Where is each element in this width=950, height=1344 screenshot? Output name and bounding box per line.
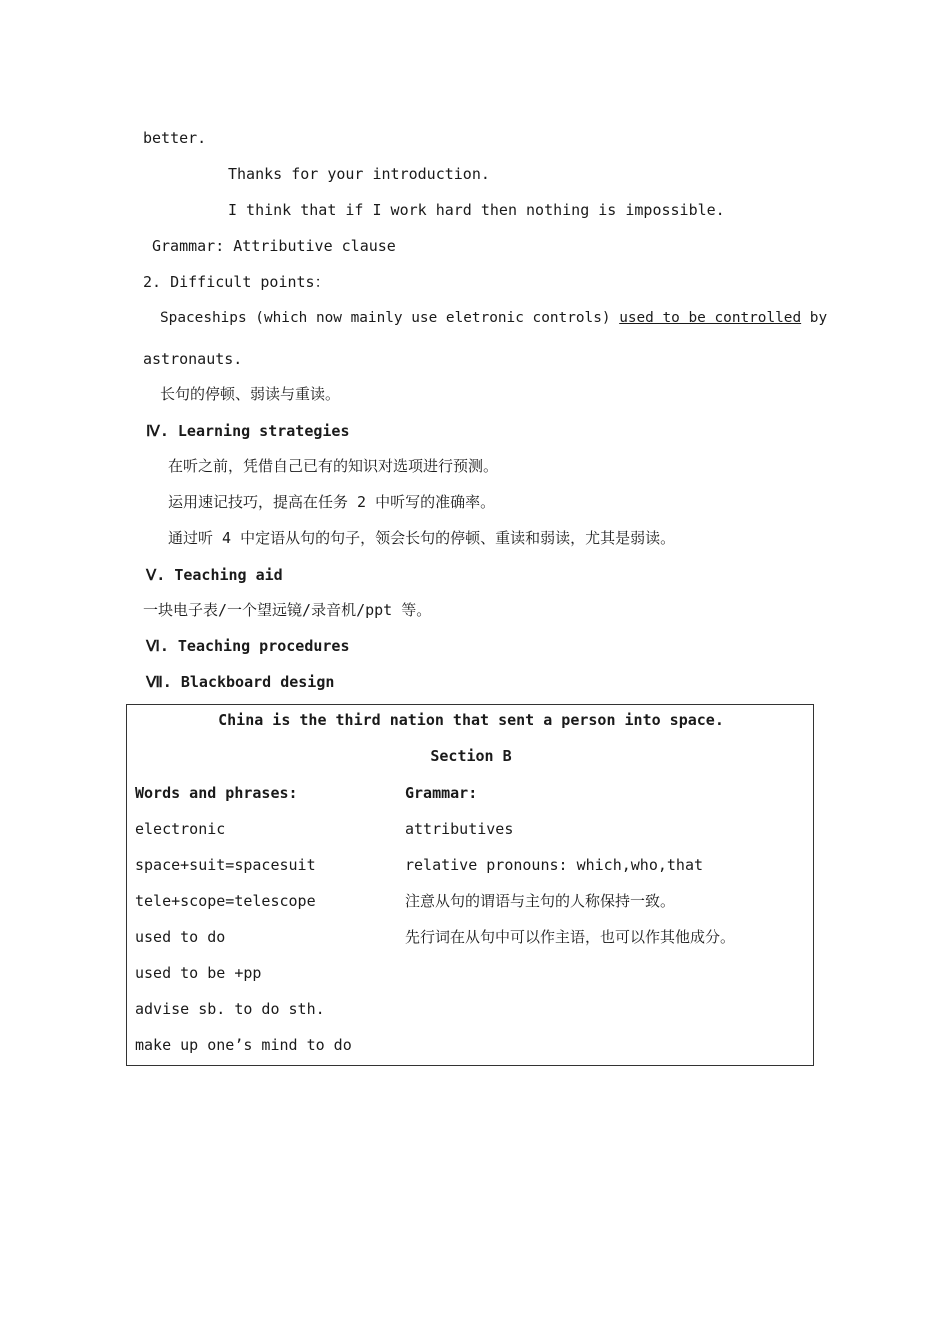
word-item: used to be +pp (135, 964, 262, 982)
sentence-part: by (801, 310, 828, 326)
grammar-item: relative pronouns: which,who,that (405, 856, 704, 874)
grammar-line: Grammar: Attributive clause (152, 237, 396, 255)
sentence-part: Spaceships (which now mainly use eletronic controls) (160, 310, 620, 326)
word-item: electronic (135, 820, 226, 838)
word-item: tele+scope=telescope (135, 892, 316, 910)
text-line: Thanks for your introduction. (228, 165, 490, 183)
board-title: China is the third nation that sent a person into space. (218, 711, 724, 729)
spaceships-sentence (160, 308, 827, 328)
word-item: make up one’s mind to do (135, 1036, 352, 1054)
section-v-title: Ⅴ. Teaching aid (146, 566, 283, 584)
grammar-heading: Grammar: (405, 784, 478, 802)
text-line: 长句的停顿、弱读与重读。 (160, 385, 341, 403)
word-item: space+suit=spacesuit (135, 856, 316, 874)
underlined-phrase: used to be controlled (619, 310, 802, 326)
word-item: advise sb. to do sth. (135, 1000, 325, 1018)
words-heading: Words and phrases: (135, 784, 298, 802)
word-item: used to do (135, 928, 226, 946)
text-line: astronauts. (143, 350, 243, 368)
text-line: better. (143, 129, 207, 147)
text-line: I think that if I work hard then nothing is impossible. (228, 201, 725, 219)
blackboard-design-box (126, 704, 814, 1066)
grammar-item: attributives (405, 820, 514, 838)
strategy-item: 在听之前，凭借自己已有的知识对选项进行预测。 (168, 457, 499, 475)
difficult-points-heading: 2. Difficult points： (143, 273, 330, 291)
board-subtitle: Section B (430, 747, 512, 765)
section-vi-title: Ⅵ. Teaching procedures (146, 637, 350, 655)
strategy-item: 运用速记技巧，提高在任务 2 中听写的准确率。 (168, 493, 496, 511)
section-iv-title: Ⅳ. Learning strategies (146, 422, 350, 440)
strategy-item: 通过听 4 中定语从句的句子，领会长句的停顿、重读和弱读，尤其是弱读。 (168, 529, 676, 547)
teaching-aid-text: 一块电子表/一个望远镜/录音机/ppt 等。 (143, 601, 432, 619)
section-vii-title: Ⅶ. Blackboard design (146, 673, 335, 691)
grammar-item: 注意从句的谓语与主句的人称保持一致。 (405, 892, 676, 910)
grammar-item: 先行词在从句中可以作主语，也可以作其他成分。 (405, 928, 736, 946)
